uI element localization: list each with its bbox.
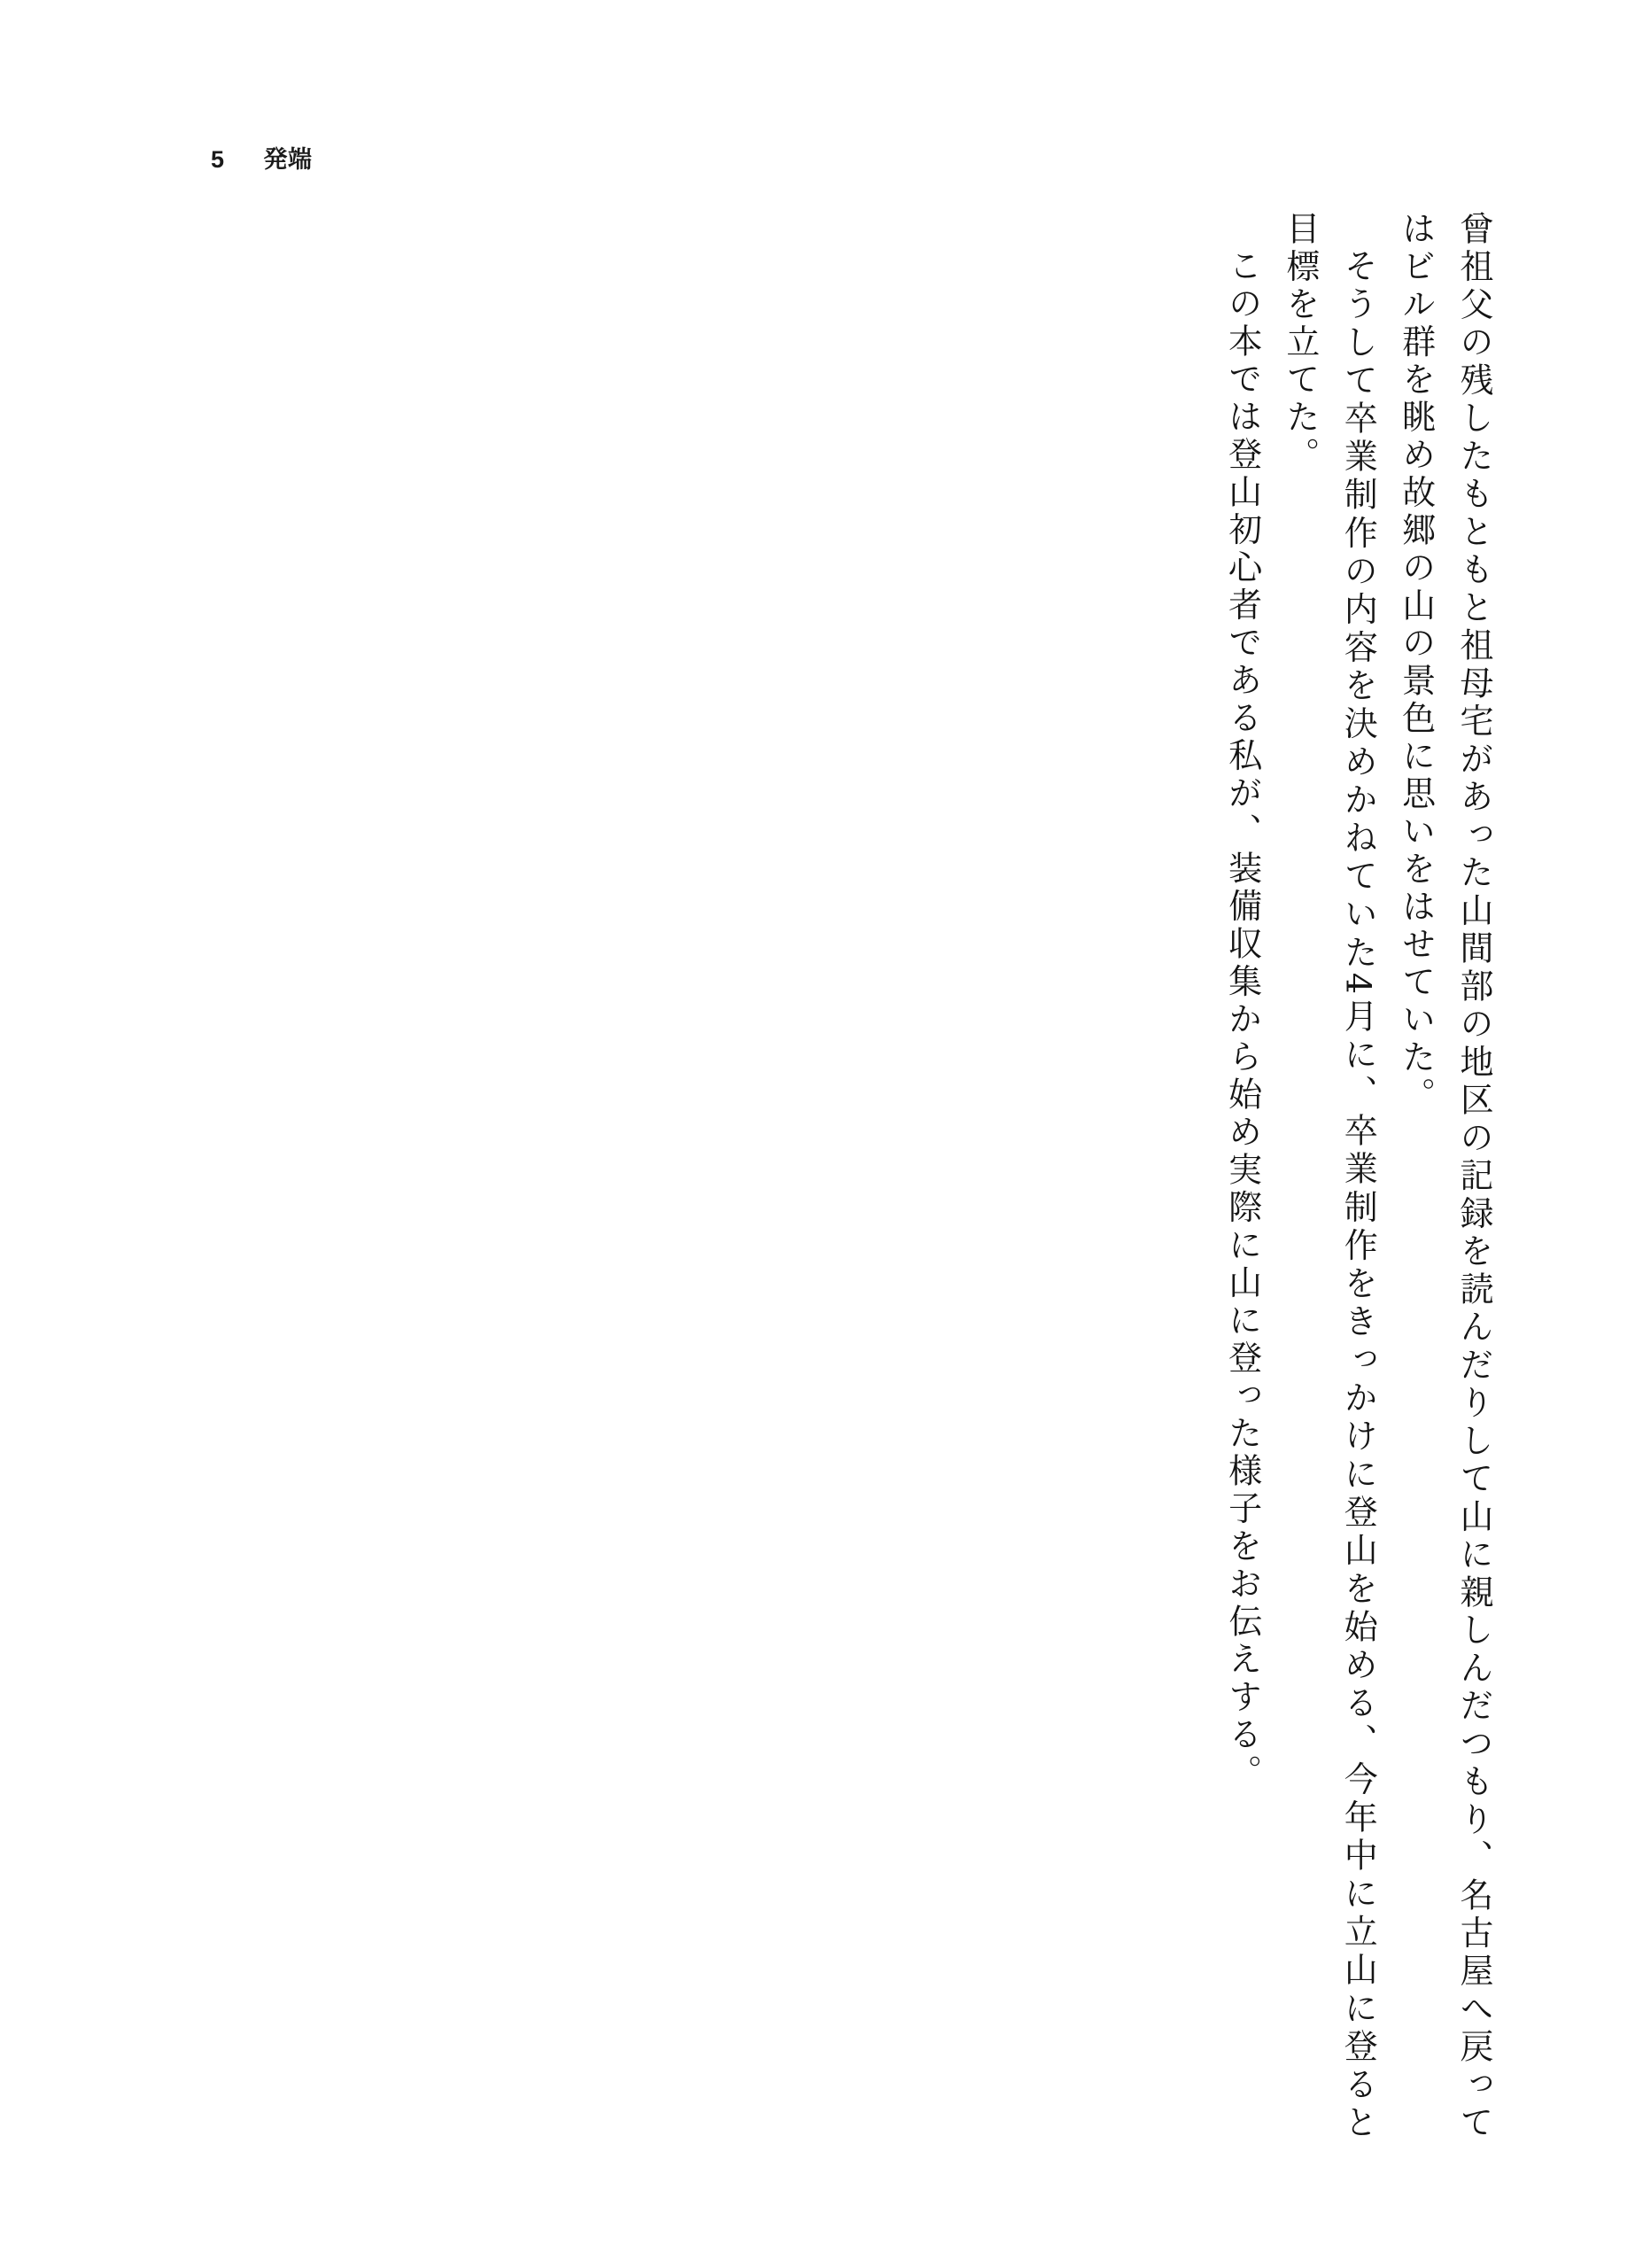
body-paragraph-1: 曾祖父の残したもともと祖母宅があった山間部の地区の記録を読んだりして山に親しんだつもり、名古屋へ戻ってはビル群を眺め故郷の山の景色に思いをはせていた。 <box>1396 211 1493 2142</box>
body-paragraph-2: そうして卒業制作の内容を決めかねていた4月に、卒業制作をきっかけに登山を始める、今年中に立山に登ると目標を立てた。 <box>1280 211 1378 2142</box>
page-number: 5 <box>211 146 225 173</box>
running-head <box>211 140 313 175</box>
body-text-vertical <box>1213 211 1502 2142</box>
body-paragraph-3: この本では登山初心者である私が、装備収集から始め実際に山に登った様子をお伝えする。 <box>1222 248 1262 1792</box>
chapter-title: 発端 <box>263 146 313 173</box>
